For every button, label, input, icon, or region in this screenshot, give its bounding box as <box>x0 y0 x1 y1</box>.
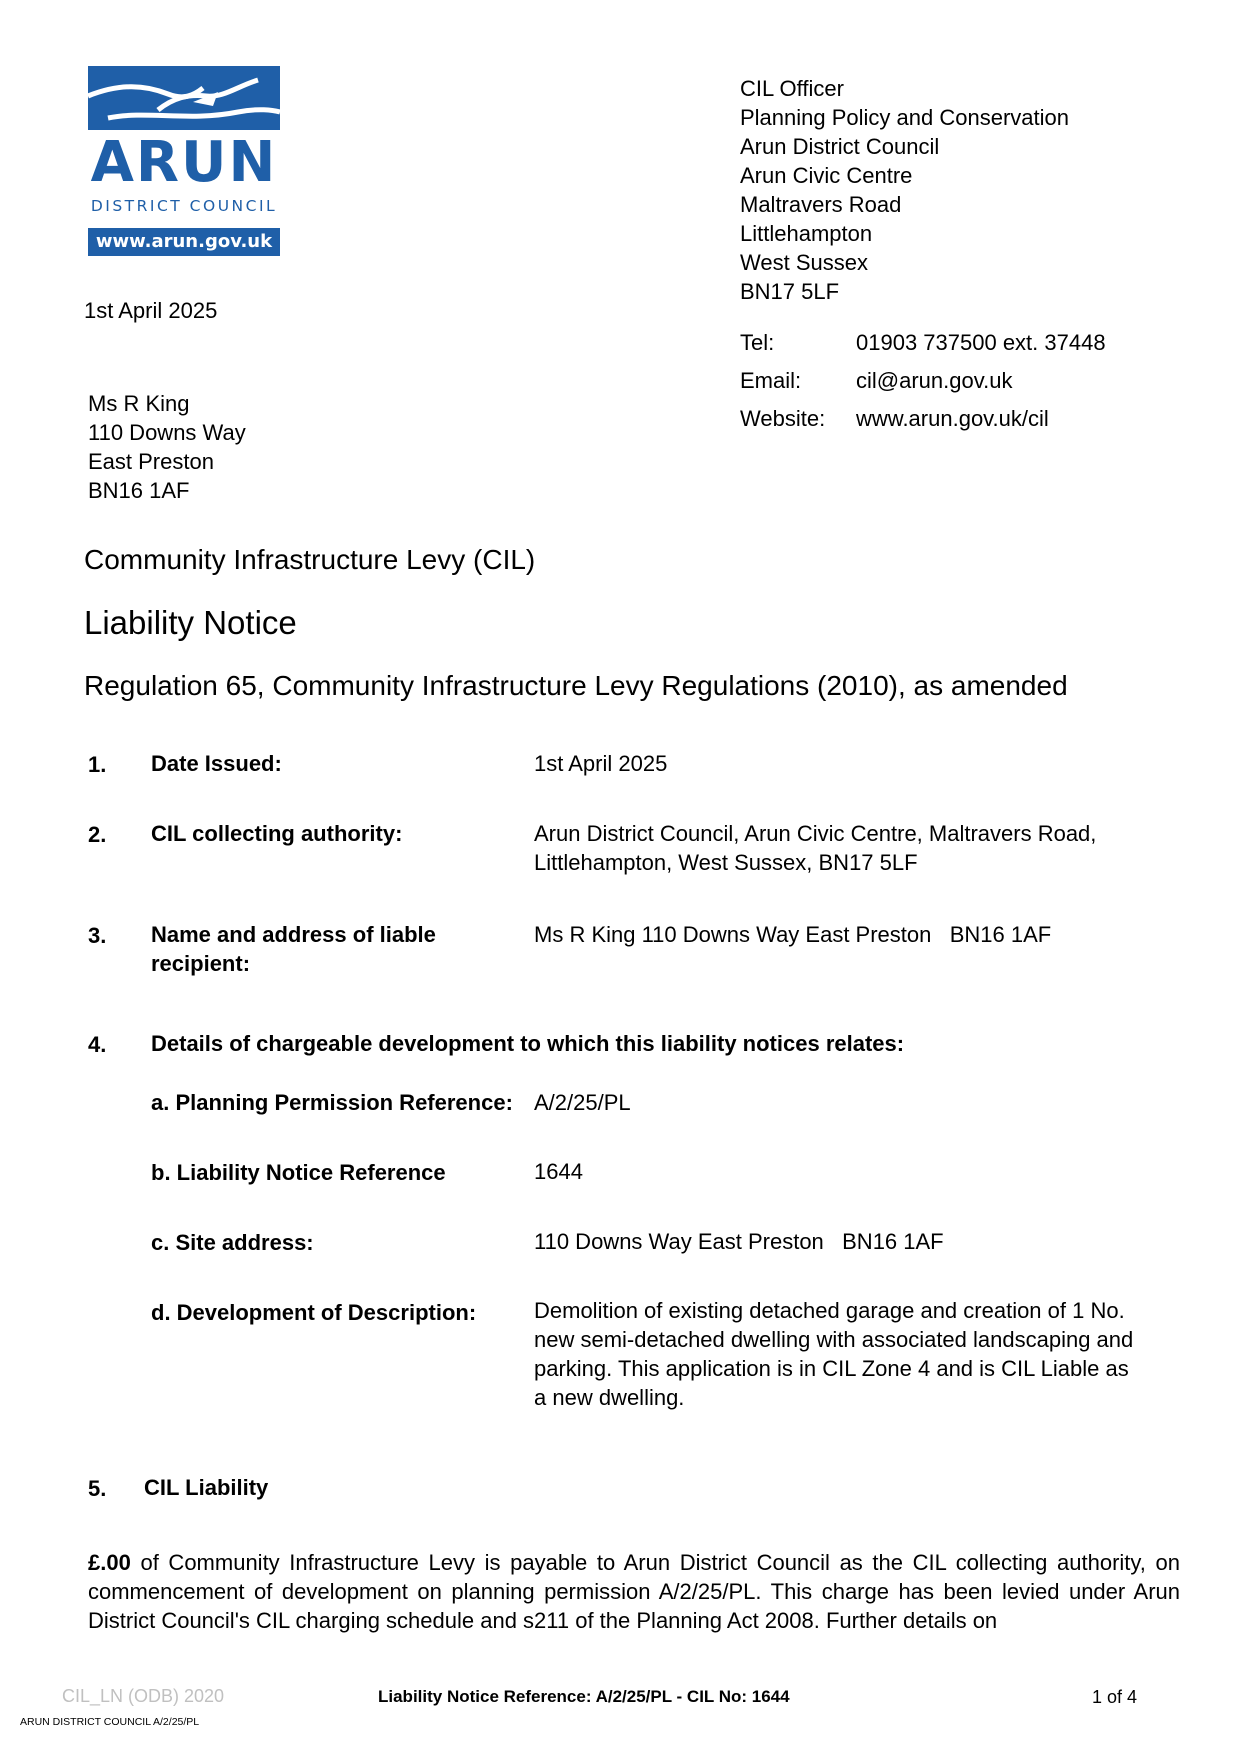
sender-line: Maltravers Road <box>740 192 902 217</box>
sender-line: Arun Civic Centre <box>740 163 913 188</box>
logo-url: www.arun.gov.uk <box>88 228 280 256</box>
item-label <box>151 920 436 978</box>
contact-value: www.arun.gov.uk/cil <box>856 406 1049 431</box>
item-label-line: Name and address of liable <box>151 922 436 947</box>
sender-line: CIL Officer <box>740 76 844 101</box>
recipient-line: East Preston <box>88 449 214 474</box>
description-line: Demolition of existing detached garage and creation of 1 No. <box>534 1298 1125 1323</box>
item-number: 1. <box>88 752 107 777</box>
subitem-value: 1644 <box>534 1159 583 1184</box>
subitem-value: 110 Downs Way East Preston BN16 1AF <box>534 1229 944 1254</box>
recipient-line: 110 Downs Way <box>88 420 246 445</box>
sender-line: BN17 5LF <box>740 279 840 304</box>
sender-line: West Sussex <box>740 250 868 275</box>
contact-label: Tel: <box>740 330 775 355</box>
recipient-address <box>88 389 246 505</box>
contact-value: cil@arun.gov.uk <box>856 368 1013 393</box>
item-value: Ms R King 110 Downs Way East Preston BN16 1AF <box>534 922 1052 947</box>
footer-page-number: 1 of 4 <box>1092 1687 1138 1707</box>
item-number: 2. <box>88 822 107 847</box>
footer-form-code: CIL_LN (ODB) 2020 <box>62 1686 225 1706</box>
letter-date: 1st April 2025 <box>84 298 218 323</box>
recipient-line: Ms R King <box>88 391 190 416</box>
description-line: a new dwelling. <box>534 1385 685 1410</box>
item-value: 1st April 2025 <box>534 751 668 776</box>
subitem-label: b. Liability Notice Reference <box>151 1160 446 1185</box>
item-label: Date Issued: <box>151 751 282 776</box>
recipient-line: BN16 1AF <box>88 478 190 503</box>
heading-regulation: Regulation 65, Community Infrastructure Levy Regulations (2010), as amended <box>84 670 1068 701</box>
subitem-label: a. Planning Permission Reference: <box>151 1090 513 1115</box>
item-label-line: recipient: <box>151 951 251 976</box>
item-value-line: Littlehampton, West Sussex, BN17 5LF <box>534 850 918 875</box>
item-value <box>534 819 1096 877</box>
logo-subtitle: DISTRICT COUNCIL <box>90 197 278 215</box>
sender-line: Planning Policy and Conservation <box>740 105 1069 130</box>
item-value-line: Arun District Council, Arun Civic Centre, Maltravers Road, <box>534 821 1097 846</box>
item-label: CIL collecting authority: <box>151 821 403 846</box>
item-number: 3. <box>88 923 107 948</box>
sender-address <box>740 74 1069 306</box>
subitem-label: d. Development of Description: <box>151 1300 477 1325</box>
description-line: new semi-detached dwelling with associated landscaping and <box>534 1327 1134 1352</box>
contact-label: Email: <box>740 368 802 393</box>
sender-line: Littlehampton <box>740 221 873 246</box>
contact-value: 01903 737500 ext. 37448 <box>856 330 1106 355</box>
heading-liability-notice: Liability Notice <box>84 604 297 641</box>
sender-line: Arun District Council <box>740 134 940 159</box>
item-label: CIL Liability <box>144 1475 269 1500</box>
liability-paragraph <box>88 1548 1180 1635</box>
seagull-wave-icon <box>88 66 280 130</box>
subitem-label: c. Site address: <box>151 1230 314 1255</box>
item-label: Details of chargeable development to which this liability notices relates: <box>151 1031 905 1056</box>
description-line: parking. This application is in CIL Zone 4 and is CIL Liable as <box>534 1356 1129 1381</box>
contact-label: Website: <box>740 406 826 431</box>
footer-council-ref: ARUN DISTRICT COUNCIL A/2/25/PL <box>20 1716 200 1728</box>
council-logo <box>88 66 280 258</box>
subitem-value: A/2/25/PL <box>534 1090 631 1115</box>
liability-amount: £.00 <box>88 1550 131 1575</box>
item-number: 5. <box>88 1476 107 1501</box>
logo-name: ARUN <box>90 130 278 195</box>
item-number: 4. <box>88 1032 107 1057</box>
heading-cil: Community Infrastructure Levy (CIL) <box>84 544 536 575</box>
liability-text: of Community Infrastructure Levy is payable to Arun District Council as the CIL collecting authority, on commencement of development on planning permission A/2/25/PL. This charge has been levied under Arun District Council's CIL charging schedule and s211 of the Planning Act 2008. Further details on <box>88 1550 1180 1633</box>
footer-reference: Liability Notice Reference: A/2/25/PL - CIL No: 1644 <box>378 1687 790 1706</box>
subitem-value <box>534 1296 1133 1412</box>
